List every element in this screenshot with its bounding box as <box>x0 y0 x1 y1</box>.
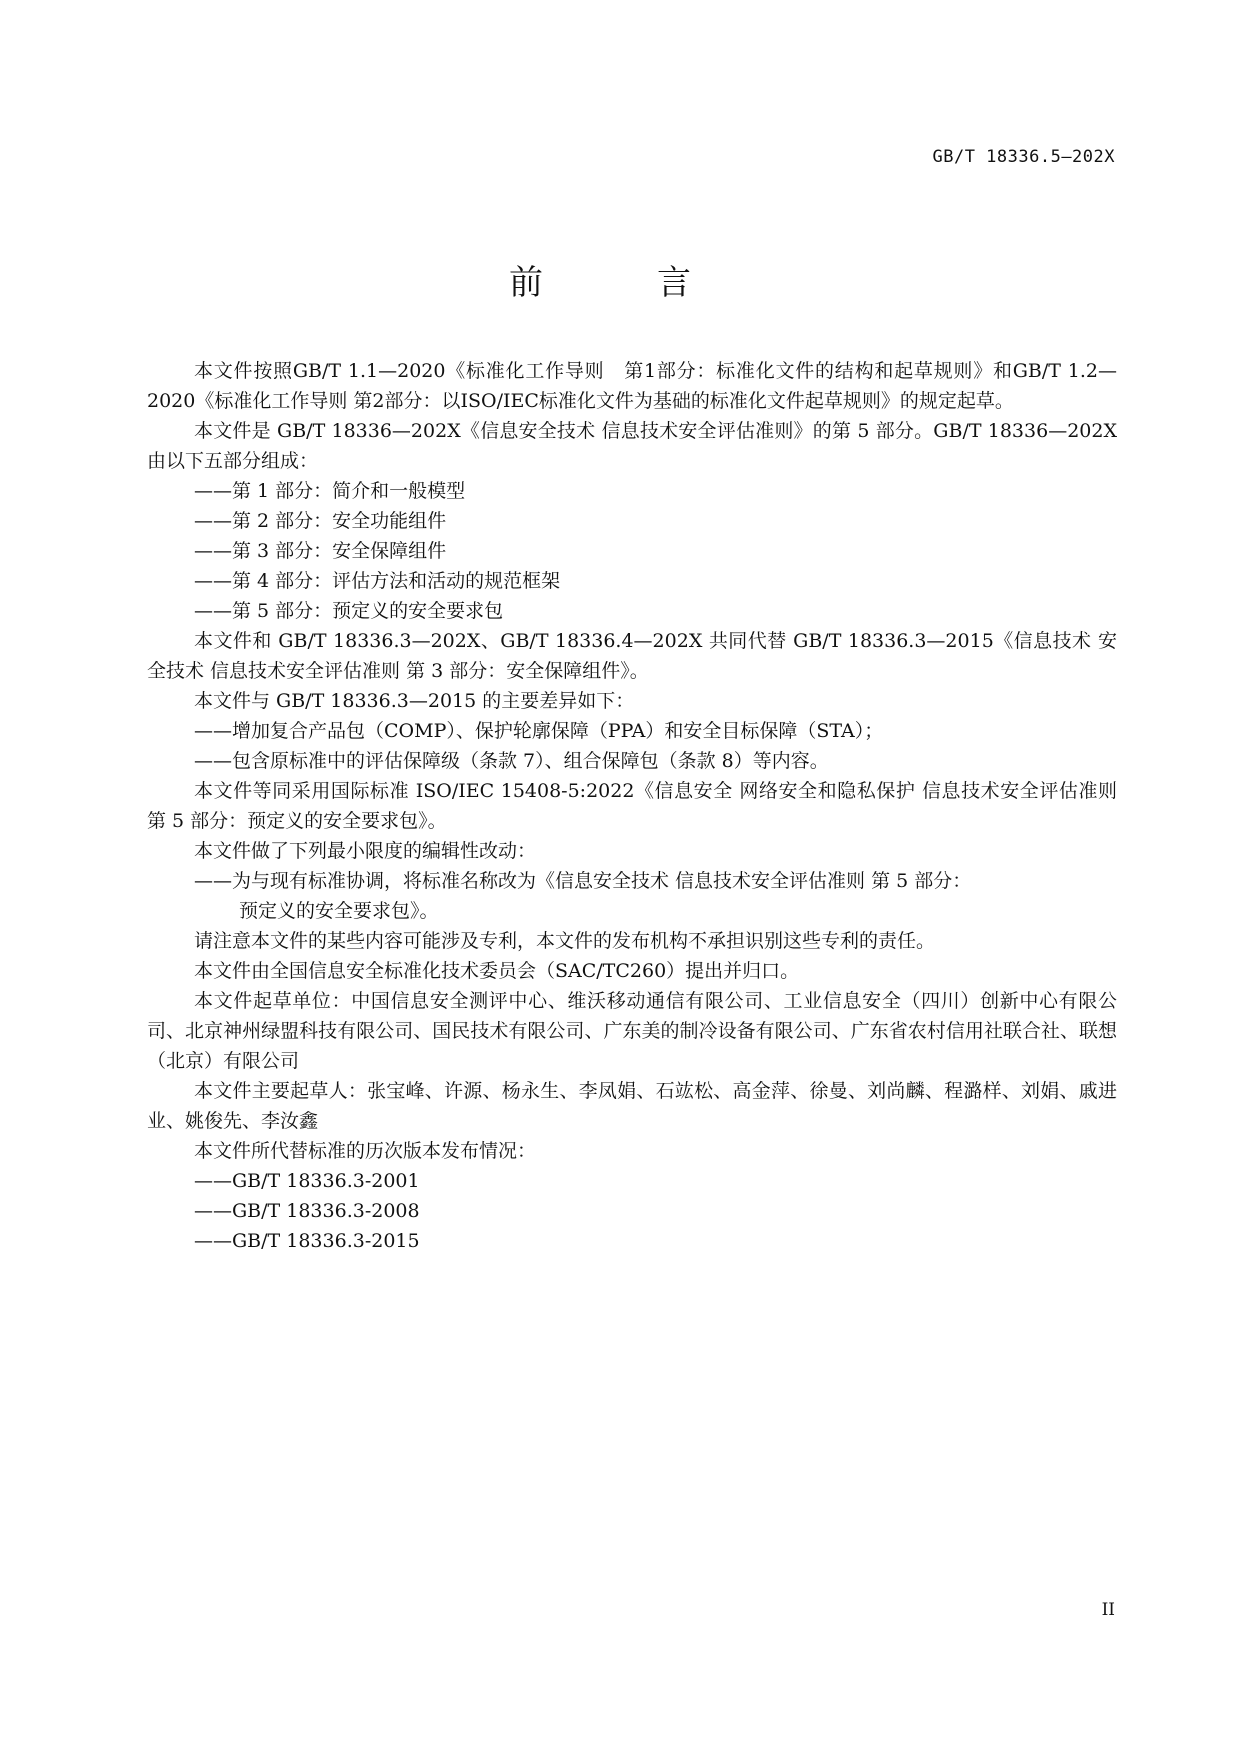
document-code: GB/T 18336.5—202X <box>932 147 1115 167</box>
list-item: ——第 4 部分：评估方法和活动的规范框架 <box>194 570 561 592</box>
paragraph-committee: 本文件由全国信息安全标准化技术委员会（SAC/TC260）提出并归口。 <box>194 960 800 982</box>
list-item: ——包含原标准中的评估保障级（条款 7）、组合保障包（条款 8）等内容。 <box>194 750 829 772</box>
paragraph-replacement: 本文件和 GB/T 18336.3—202X、GB/T 18336.4—202X 共同代替 GB/T 18336.3—2015《信息技术 安全技术 信息技术安全评估准则 第 3 部分：安全保障组件》。 <box>147 630 1117 682</box>
paragraph-editorial-changes: 本文件做了下列最小限度的编辑性改动： <box>194 840 537 862</box>
paragraph-part-intro: 本文件是 GB/T 18336—202X《信息安全技术 信息技术安全评估准则》的第 5 部分。GB/T 18336—202X 由以下五部分组成： <box>147 420 1117 472</box>
paragraph-history: 本文件所代替标准的历次版本发布情况： <box>194 1140 537 1162</box>
edit-line-2: 预定义的安全要求包》。 <box>239 900 439 922</box>
list-item: ——GB/T 18336.3-2001 <box>194 1170 420 1192</box>
edit-line-1: ——为与现有标准协调，将标准名称改为《信息安全技术 信息技术安全评估准则 第 5 部分： <box>194 870 972 892</box>
list-item: ——第 1 部分：简介和一般模型 <box>194 480 466 502</box>
list-item: ——GB/T 18336.3-2008 <box>194 1200 420 1222</box>
paragraph-adoption: 本文件等同采用国际标准 ISO/IEC 15408-5:2022《信息安全 网络安全和隐私保护 信息技术安全评估准则 第 5 部分：预定义的安全要求包》。 <box>147 780 1117 832</box>
paragraph-drafting-rules: 本文件按照GB/T 1.1—2020《标准化工作导则 第1部分：标准化文件的结构和起草规则》和GB/T 1.2—2020《标准化工作导则 第2部分：以ISO/IEC标准化文件为基础的标准化文件起草规则》的规定起草。 <box>147 360 1117 412</box>
list-item: ——增加复合产品包（COMP）、保护轮廓保障（PPA）和安全目标保障（STA）； <box>194 720 884 742</box>
preface-body <box>147 356 1117 1256</box>
list-item: ——第 3 部分：安全保障组件 <box>194 540 447 562</box>
list-item: ——第 5 部分：预定义的安全要求包 <box>194 600 504 622</box>
list-item <box>147 866 1117 926</box>
list-item: ——第 2 部分：安全功能组件 <box>194 510 447 532</box>
page-number: II <box>1101 1600 1115 1620</box>
paragraph-differences: 本文件与 GB/T 18336.3—2015 的主要差异如下： <box>194 690 635 712</box>
page-title: 前 言 <box>509 263 731 303</box>
paragraph-drafters: 本文件主要起草人：张宝峰、许源、杨永生、李凤娟、石竑松、高金萍、徐曼、刘尚麟、程潞样、刘娟、戚进业、姚俊先、李汝鑫 <box>147 1080 1117 1132</box>
paragraph-patent-notice: 请注意本文件的某些内容可能涉及专利，本文件的发布机构不承担识别这些专利的责任。 <box>194 930 936 952</box>
list-item: ——GB/T 18336.3-2015 <box>194 1230 420 1252</box>
paragraph-drafting-units: 本文件起草单位：中国信息安全测评中心、维沃移动通信有限公司、工业信息安全（四川）创新中心有限公司、北京神州绿盟科技有限公司、国民技术有限公司、广东美的制冷设备有限公司、广东省农村信用社联合社、联想（北京）有限公司 <box>147 990 1117 1072</box>
